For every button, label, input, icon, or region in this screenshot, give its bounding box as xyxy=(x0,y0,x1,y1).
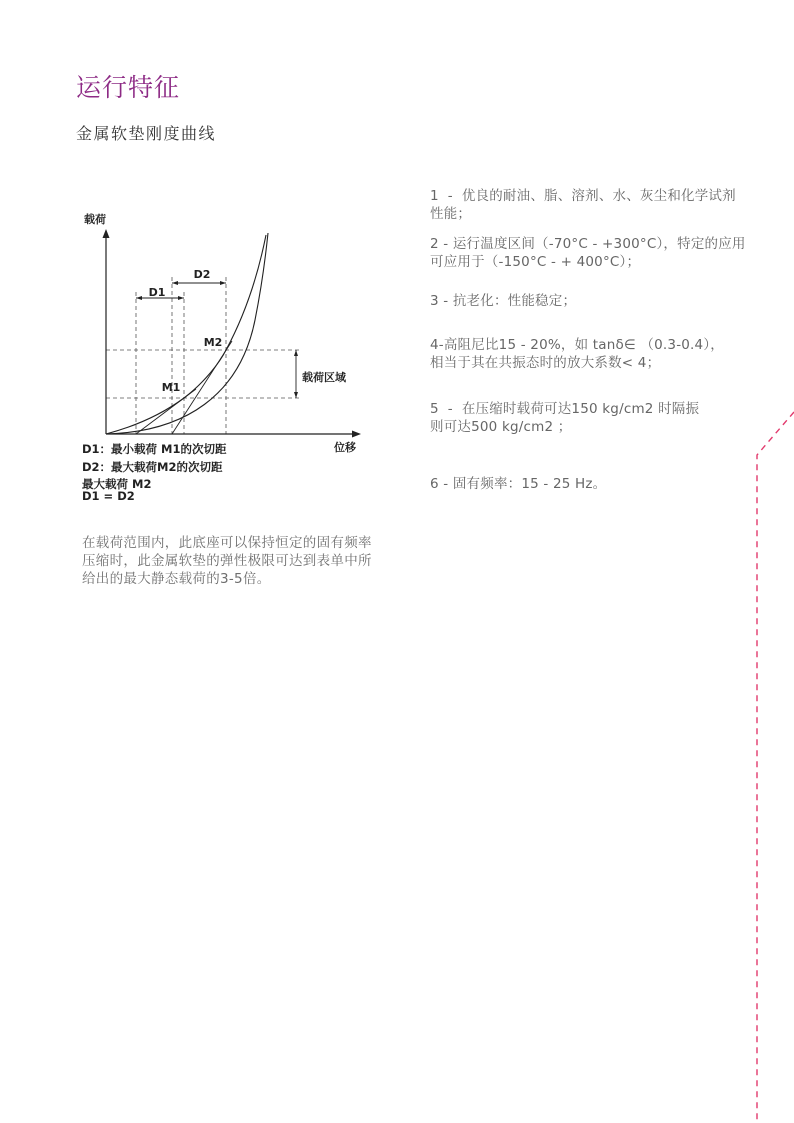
feature-item-6 xyxy=(430,475,770,493)
x-axis-label: 位移 xyxy=(334,441,356,454)
feature-line: 4-高阻尼比15 - 20%，如 tanδ∈ （0.3-0.4）， xyxy=(430,337,724,353)
feature-line: 可应用于（-150°C - + 400°C）； xyxy=(430,254,641,270)
feature-line: 相当于其在共振态时的放大系数< 4； xyxy=(430,355,661,371)
feature-item-2 xyxy=(430,235,770,271)
load-range-label: 载荷区域 xyxy=(302,371,346,384)
feature-line: 2 - 运行温度区间（-70°C - +300°C），特定的应用 xyxy=(430,236,746,252)
paragraph-line: 给出的最大静态载荷的3-5倍。 xyxy=(82,571,271,587)
d1-arrow-left xyxy=(136,296,142,300)
stiffness-curve-outer xyxy=(106,233,268,434)
x-axis-arrow xyxy=(352,431,361,438)
feature-line: 5 - 在压缩时载荷可达150 kg/cm2 时隔振 xyxy=(430,401,700,417)
d1-arrow-right xyxy=(178,296,184,300)
legend-d1-equals-d2: D1 = D2 xyxy=(82,489,135,503)
dashed-path xyxy=(757,412,794,1123)
feature-line: 1 - 优良的耐油、脂、溶剂、水、灰尘和化学试剂 xyxy=(430,188,736,204)
legend-max-load: 最大载荷 M2 xyxy=(82,477,152,491)
stiffness-curve-inner xyxy=(106,235,266,434)
legend-d1: D1：最小载荷 M1的次切距 xyxy=(82,442,227,456)
y-axis-label: 载荷 xyxy=(84,213,106,226)
m2-label: M2 xyxy=(203,336,223,349)
feature-item-5 xyxy=(430,400,770,436)
feature-item-4 xyxy=(430,336,770,372)
feature-item-3 xyxy=(430,292,770,310)
d2-label: D2 xyxy=(193,268,211,281)
feature-line: 则可达500 kg/cm2 ； xyxy=(430,419,572,435)
d2-arrow-left xyxy=(172,281,178,285)
decorative-dashed-line xyxy=(740,400,794,1123)
feature-line: 性能； xyxy=(430,206,472,222)
stiffness-curve-diagram xyxy=(70,205,370,460)
paragraph-line: 在载荷范围内，此底座可以保持恒定的固有频率 xyxy=(82,535,372,551)
load-range-arrow-top xyxy=(294,350,298,356)
legend-d2: D2：最大载荷M2的次切距 xyxy=(82,460,223,474)
feature-item-1 xyxy=(430,187,770,223)
feature-line: 3 - 抗老化：性能稳定； xyxy=(430,293,577,309)
load-range-arrow-bottom xyxy=(294,392,298,398)
m1-label: M1 xyxy=(161,381,181,394)
page-subtitle: 金属软垫刚度曲线 xyxy=(76,124,217,143)
d2-arrow-right xyxy=(220,281,226,285)
y-axis-arrow xyxy=(103,229,110,238)
feature-line: 6 - 固有频率：15 - 25 Hz。 xyxy=(430,476,607,492)
paragraph-line: 压缩时，此金属软垫的弹性极限可达到表单中所 xyxy=(82,553,372,569)
page-title: 运行特征 xyxy=(76,73,181,102)
d1-label: D1 xyxy=(148,286,166,299)
